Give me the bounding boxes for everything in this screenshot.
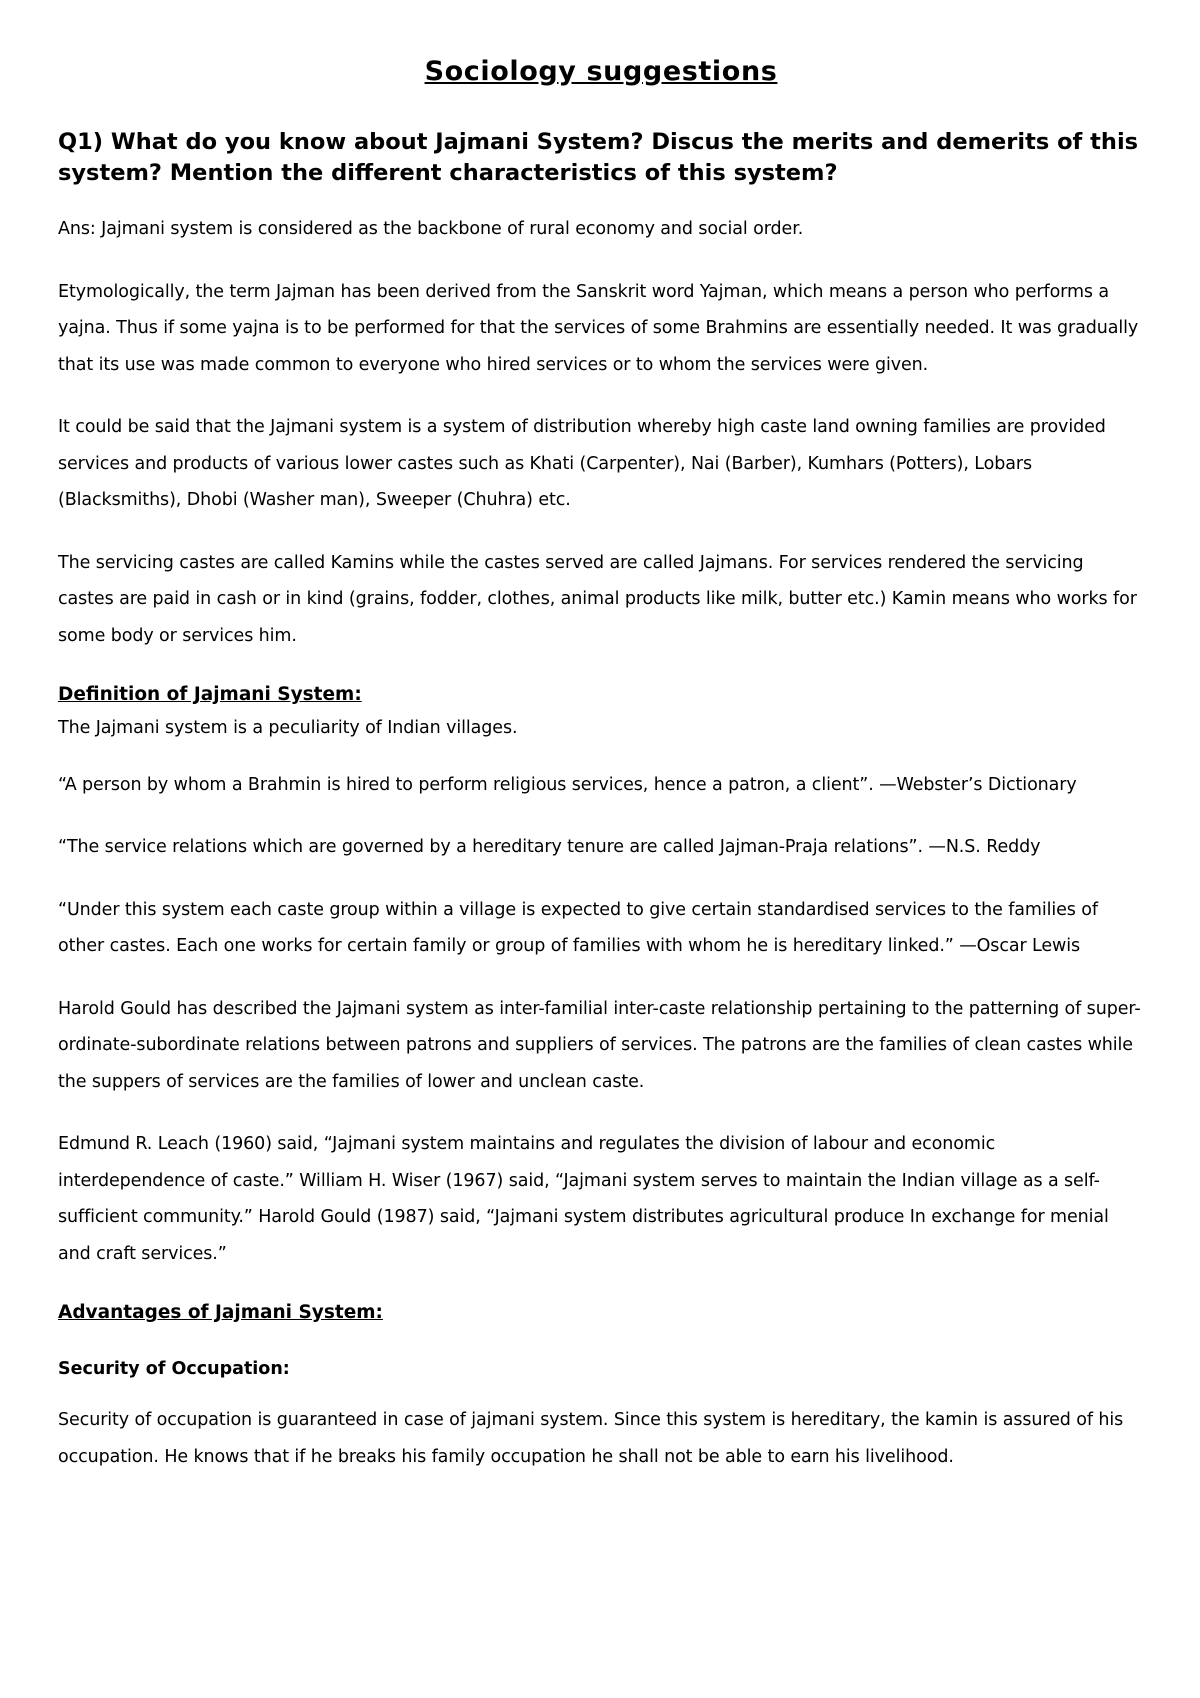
definition-reddy: “The service relations which are governed by a hereditary tenure are called Jajman-Praja relations”. —N.S. Reddy [58,837,1041,857]
definition-leach-wiser: Edmund R. Leach (1960) said, “Jajmani system maintains and regulates the division of labour and economic interdependence of caste.” William H. Wiser (1967) said, “Jajmani system serves to maintain the Indian village as a self-sufficient community.” Harold Gould (1987) said, “Jajmani system distributes agricultural produce In exchange for menial and craft services.” [58,1134,1109,1264]
definition-heading: Definition of Jajmani System: [58,684,362,705]
security-heading: Security of Occupation: [58,1359,290,1379]
answer-paragraph: Ans: Jajmani system is considered as the backbone of rural economy and social order. [58,219,804,239]
etymology-paragraph: Etymologically, the term Jajman has been derived from the Sanskrit word Yajman, which means a person who performs a yajna. Thus if some yajna is to be performed for that the services of some Brahmins are essentially needed. It was gradually that its use was made common to everyone who hired services or to whom the services were given. [58,281,1139,375]
document-title: Sociology suggestions [424,56,778,87]
kamins-paragraph: The servicing castes are called Kamins while the castes served are called Jajmans. For services rendered the servicing castes are paid in cash or in kind (grains, fodder, clothes, animal products like milk, butter etc.) Kamin means who works for some body or services him. [58,552,1137,646]
question-heading: Q1) What do you know about Jajmani System? Discus the merits and demerits of this system? Mention the different characteristics of this system? [58,129,1139,186]
security-paragraph: Security of occupation is guaranteed in case of jajmani system. Since this system is hereditary, the kamin is assured of his occupation. He knows that if he breaks his family occupation he shall not be able to earn his livelihood. [58,1410,1124,1467]
definition-webster: “A person by whom a Brahmin is hired to perform religious services, hence a patron, a client”. —Webster’s Dictionary [58,774,1077,795]
definition-lead: The Jajmani system is a peculiarity of Indian villages. [58,718,518,738]
definition-gould: Harold Gould has described the Jajmani system as inter-familial inter-caste relationship pertaining to the patterning of super- ordinate-subordinate relations between patrons and suppliers of services. The patrons are the families of clean castes while the suppers of services are the families of lower and unclean caste. [58,998,1141,1092]
distribution-paragraph: It could be said that the Jajmani system is a system of distribution whereby high caste land owning families are provided services and products of various lower castes such as Khati (Carpenter), Nai (Barber), Kumhars (Potters), Lobars (Blacksmiths), Dhobi (Washer man), Sweeper (Chuhra) etc. [58,417,1106,510]
definition-lewis: “Under this system each caste group within a village is expected to give certain standardised services to the families of other castes. Each one works for certain family or group of families with whom he is hereditary linked.” —Oscar Lewis [58,899,1098,956]
advantages-heading: Advantages of Jajmani System: [58,1302,383,1323]
